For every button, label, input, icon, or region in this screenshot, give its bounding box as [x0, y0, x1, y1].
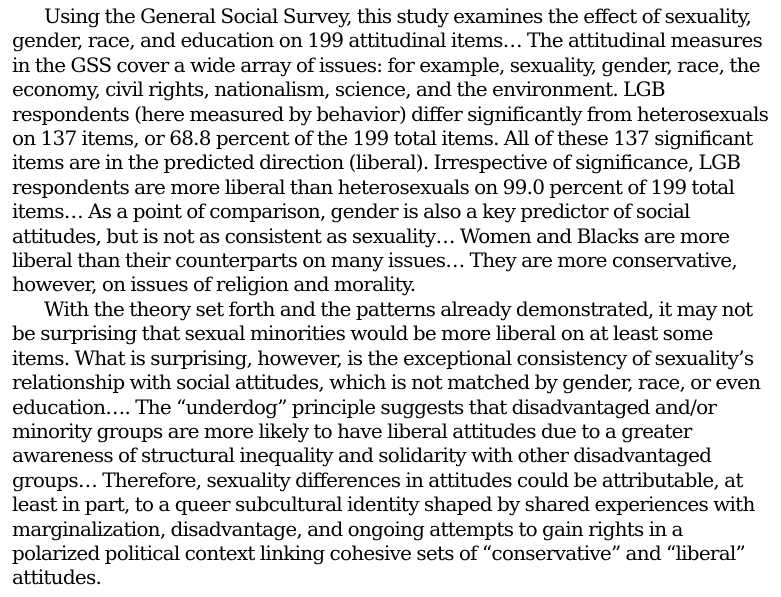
- text-line: economy, civil rights, nationalism, science, and the environment. LGB: [12, 77, 665, 102]
- text-line: items… As a point of comparison, gender is also a key predictor of social: [12, 199, 690, 224]
- paragraph-2: [12, 297, 781, 590]
- text-line: items are in the predicted direction (liberal). Irrespective of significance, LGB: [12, 150, 741, 175]
- text-line: be surprising that sexual minorities would be more liberal on at least some: [12, 321, 713, 346]
- text-line: awareness of structural inequality and solidarity with other disadvantaged: [12, 443, 712, 468]
- text-line: groups… Therefore, sexuality differences in attitudes could be attributable, at: [12, 467, 743, 492]
- text-line: respondents (here measured by behavior) differ significantly from heterosexuals: [12, 101, 769, 126]
- paragraph-1: [12, 4, 781, 297]
- text-line: respondents are more liberal than heterosexuals on 99.0 percent of 199 total: [12, 174, 735, 199]
- text-line: items. What is surprising, however, is the exceptional consistency of sexuality’s: [12, 345, 754, 370]
- text-line: gender, race, and education on 199 attitudinal items… The attitudinal measures: [12, 28, 763, 53]
- text-line: attitudes.: [12, 565, 102, 590]
- text-line: Using the General Social Survey, this study examines the effect of sexuality,: [44, 4, 752, 28]
- text-line: marginalization, disadvantage, and ongoing attempts to gain rights in a: [12, 516, 683, 541]
- text-line: however, on issues of religion and morality.: [12, 272, 416, 297]
- text-line: in the GSS cover a wide array of issues: for example, sexuality, gender, race, the: [12, 52, 760, 77]
- text-line: polarized political context linking cohesive sets of “conservative” and “liberal”: [12, 540, 746, 565]
- text-line: attitudes, but is not as consistent as sexuality… Women and Blacks are more: [12, 223, 730, 248]
- text-line: relationship with social attitudes, which is not matched by gender, race, or even: [12, 370, 761, 395]
- text-line: With the theory set forth and the patterns already demonstrated, it may not: [44, 297, 753, 321]
- text-line: minority groups are more likely to have liberal attitudes due to a greater: [12, 418, 692, 443]
- text-line: on 137 items, or 68.8 percent of the 199 total items. All of these 137 significant: [12, 125, 753, 150]
- text-line: education…. The “underdog” principle suggests that disadvantaged and/or: [12, 394, 717, 419]
- text-line: liberal than their counterparts on many issues… They are more conservative,: [12, 247, 737, 272]
- text-line: least in part, to a queer subcultural identity shaped by shared experiences with: [12, 492, 755, 517]
